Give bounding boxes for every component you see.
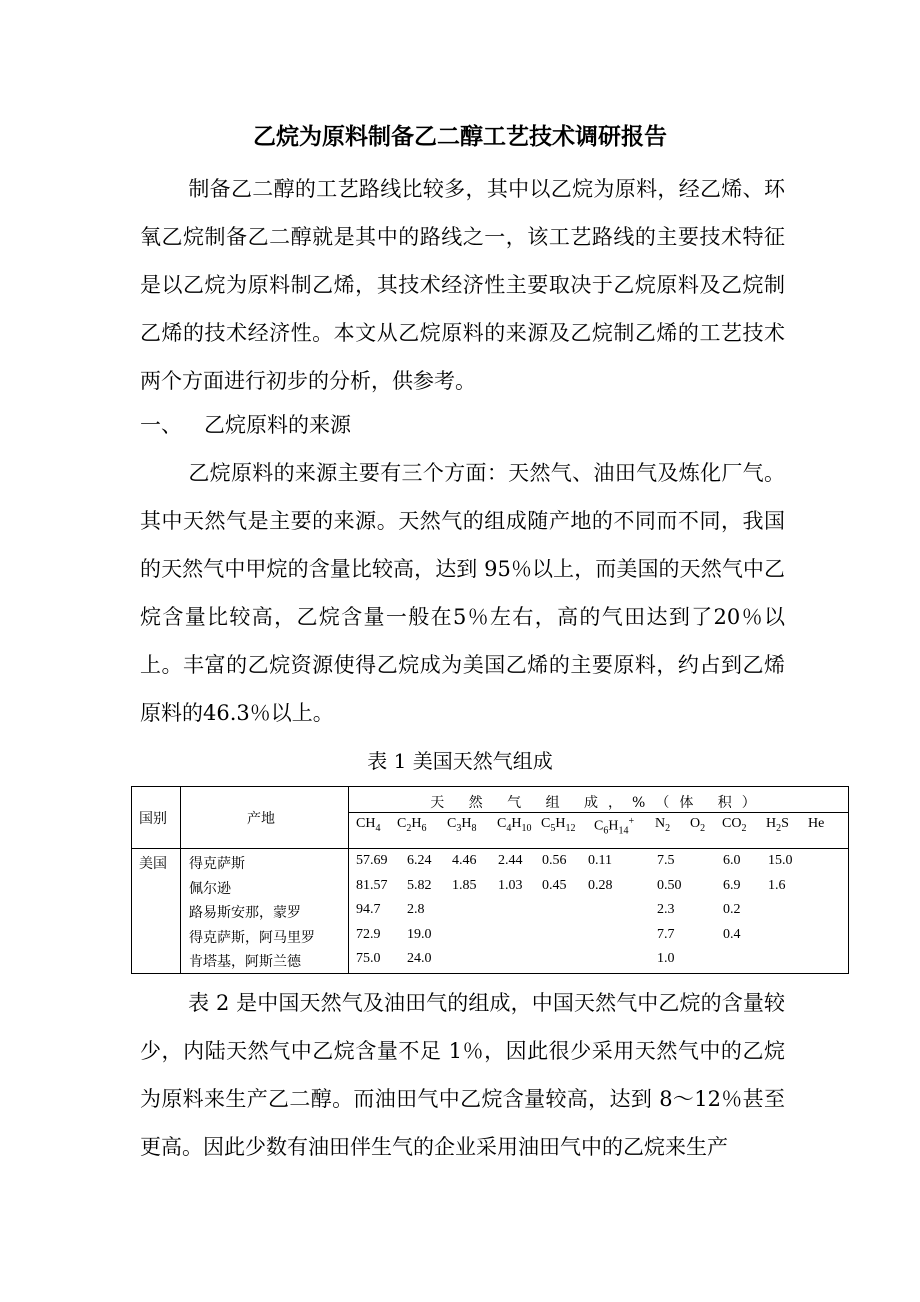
country-cell: 美国	[139, 857, 167, 872]
value-cell: 15.0	[768, 853, 793, 868]
value-cell: 81.57	[356, 877, 388, 893]
header-composition: 天 然 气 组 成，%（体 积）	[430, 795, 766, 811]
section-number: 一、	[140, 413, 182, 437]
compound-ch4: $CH_4$	[356, 816, 381, 834]
compound-c4h10: $C_4H_{10}$	[497, 816, 532, 834]
value-cell: 2.44	[498, 853, 523, 868]
compound-he: He	[808, 816, 825, 831]
value-cell: 75.0	[356, 951, 381, 966]
value-cell: 0.28	[588, 877, 613, 893]
value-cell: 1.03	[498, 877, 523, 893]
header-place: 产地	[247, 812, 275, 827]
section-heading	[140, 405, 351, 445]
value-cell: 6.24	[407, 853, 432, 868]
intro-paragraph: 制备乙二醇的工艺路线比较多，其中以乙烷为原料，经乙烯、环氧乙烷制备乙二醇就是其中的路线之一，该工艺路线的主要技术特征是以乙烷为原料制乙烯，其技术经济性主要取决于乙烷原料及乙烷制乙烯的技术经济性。本文从乙烷原料的来源及乙烷制乙烯的工艺技术两个方面进行初步的分析，供参考。	[140, 177, 785, 393]
table-caption: 表 1 美国天然气组成	[367, 749, 553, 773]
value-cell: 0.4	[723, 926, 741, 942]
source-paragraph: 乙烷原料的来源主要有三个方面：天然气、油田气及炼化厂气。其中天然气是主要的来源。天然气的组成随产地的不同而不同，我国的天然气中甲烷的含量比较高，达到 95％以上，而美国的天然气中乙烷含量比较高，乙烷含量一般在5％左右，高的气田达到了20％以上。丰富的乙烷资源使得乙烷成为美国乙烯的主要原料，约占到乙烯原料的46.3％以上。	[140, 461, 785, 725]
value-cell: 0.2	[723, 902, 741, 917]
document-title: 乙烷为原料制备乙二醇工艺技术调研报告	[253, 124, 667, 150]
value-cell: 1.85	[452, 877, 477, 893]
value-cell: 0.11	[588, 853, 612, 868]
place-cell: 佩尔逊	[189, 881, 231, 897]
place-cell: 得克萨斯，阿马里罗	[189, 930, 315, 946]
value-cell: 2.3	[657, 902, 675, 917]
table-divider	[348, 812, 849, 813]
compound-co2: $CO_2$	[722, 816, 747, 834]
value-cell: 2.8	[407, 902, 425, 917]
section-title: 乙烷原料的来源	[204, 413, 351, 437]
value-cell: 1.0	[657, 951, 675, 966]
value-cell: 0.56	[542, 853, 567, 868]
compound-o2: $O_2$	[690, 816, 706, 834]
value-cell: 72.9	[356, 926, 381, 942]
place-cell: 路易斯安那，蒙罗	[189, 906, 301, 921]
compound-h2s: $H_2S$	[766, 816, 789, 834]
value-cell: 7.5	[657, 853, 675, 868]
value-cell: 0.45	[542, 877, 567, 893]
compound-c6h14: $C_6H_{14}^+$	[594, 816, 635, 837]
value-cell: 94.7	[356, 902, 381, 917]
table-divider	[348, 786, 349, 974]
value-cell: 4.46	[452, 853, 477, 868]
place-cell: 肯塔基，阿斯兰德	[189, 955, 301, 970]
place-cell: 得克萨斯	[189, 857, 245, 872]
header-country: 国别	[139, 812, 167, 827]
value-cell: 24.0	[407, 951, 432, 966]
china-paragraph: 表 2 是中国天然气及油田气的组成，中国天然气中乙烷的含量较少，内陆天然气中乙烷含量不足 1％，因此很少采用天然气中的乙烷为原料来生产乙二醇。而油田气中乙烷含量较高，达到 8～12％甚至更高。因此少数有油田伴生气的企业采用油田气中的乙烷来生产	[140, 991, 785, 1159]
value-cell: 19.0	[407, 926, 432, 942]
table-divider	[131, 848, 849, 849]
value-cell: 5.82	[407, 877, 432, 893]
value-cell: 6.0	[723, 853, 741, 868]
value-cell: 0.50	[657, 877, 682, 893]
compound-c3h8: $C_3H_8$	[447, 816, 477, 834]
compound-n2: $N_2$	[655, 816, 671, 834]
table-divider	[180, 786, 181, 974]
value-cell: 7.7	[657, 926, 675, 942]
value-cell: 1.6	[768, 877, 786, 893]
compound-c5h12: $C_5H_{12}$	[541, 816, 576, 834]
value-cell: 57.69	[356, 853, 388, 868]
value-cell: 6.9	[723, 877, 741, 893]
compound-c2h6: $C_2H_6$	[397, 816, 427, 834]
